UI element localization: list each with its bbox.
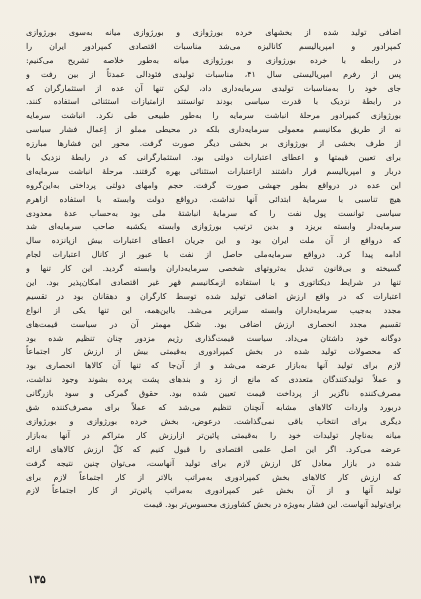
text-line: عرضه می‌کرد. اگر این اصل علمی اقتصادی را قبول کنیم که کلّ ارزش کالاهای ارائه xyxy=(26,444,401,454)
text-line: و عملاً تولیدکنندگان متعددی که مانع از زد و بندهای پشت پرده بشوند وجود نداشت، xyxy=(26,375,401,385)
text-line: دیگری برای انتخاب باقی نمی‌گذاشت. درعوض، بخش خرده بورژوازی و بورژوازی xyxy=(26,416,401,426)
text-line: اضافی تولید شده از بخشهای خرده بورژوازی و بورژوازی میانه به‌سوی بورژوازی xyxy=(26,28,401,37)
text-line: کمپرادور و امپریالیسم کانالیزه می‌شد مناسبات اقتصادی کمپرادور ایران را xyxy=(26,41,401,51)
text-line: دربورد واردات کالاهای مشابه آنچنان تنظیم می‌شد که عملاً برای مصرف‌کننده شق xyxy=(26,403,401,413)
text-line: تولید آنها و از آن بخش غیر کمپرادوری به‌مراتب پائین‌تر از کار اجتماعاً لازم xyxy=(26,486,401,496)
text-line: در رابطه با خرده بورژوازی و بورژوازی میانه به‌طور خلاصه تشریح می‌کنیم: xyxy=(26,55,401,65)
text-line: ادامه پیدا کرد. درواقع سرمایه‌ملی حاصل از نفت با عبور از کانال اعتبارات لجام xyxy=(26,250,401,260)
text-line: جای خود را به‌مناسبات تولیدی سرمایه‌داری داد، لیکن تنها آن عده از استثمارگران که xyxy=(26,83,401,93)
text-line: که ارزش کار کالاهای بخش کمپرادوری به‌مراتب بالاتر از کار اجتماعاً لازم برای xyxy=(26,472,401,482)
text-line: برای تعیین قیمتها و اعطای اعتبارات دولتی بود. استثمارگرانی که در رابطهٔ نزدیک با xyxy=(26,153,401,163)
page-number: ۱۳۵ xyxy=(28,573,46,586)
text-line: گسیخته و بی‌قانون تبدیل به‌ثروتهای شخصی سرمایه‌داران وابسته گردید. این کار تنها و xyxy=(26,264,401,274)
text-line: در رابطهٔ نزدیک با قدرت سیاسی بودند توانستند ازامتیازات استثنائی استفاده کنند. xyxy=(26,97,401,107)
text-line: که محصولات تولید شده در بخش کمپرادوری به‌قیمتی بیش از ارزش کار اجتماعاً xyxy=(26,347,401,357)
text-line: از طرف بخشی از بورژوازی بر بخشی دیگر صورت گرفت. محور این فشارها مبارزه xyxy=(26,139,401,149)
text-line: برای‌تولید آنهاست. این فشار به‌ویژه در بخش کشاورزی محسوس‌تر بود. قیمت xyxy=(143,500,401,510)
text-line: سرمایه‌دار وابسته بریزد و بدین ترتیب بورژوازی وابسته یکشبه صاحب سرمایه‌ای شد xyxy=(26,222,401,232)
text-line: نه از طریق مکانیسم معمولی سرمایه‌داری بلکه در محیطی مملو از اِعمال فشار سیاسی xyxy=(26,125,401,135)
text-line: مصرف‌کننده ناگزیر از پرداخت قیمت تعیین شده بود. حقوق گمرکی و سود بازرگانی xyxy=(26,389,401,399)
text-line: تنها در شرایط دیکتاتوری و با استفاده ازمکانیسم قهر غیر اقتصادی امکان‌پذیر بود. این xyxy=(26,278,401,288)
text-line: دوگانه خود داشتان می‌داد. سیاست قیمت‌گذاری رژیم مزدور چنان تنظیم شده بود xyxy=(26,333,401,343)
text-line: مجدد به‌جیب سرمایه‌داران وابسته سرازیر می‌شد. بااین‌همه، این تنها یکی از انواع xyxy=(26,305,401,315)
body-text xyxy=(26,26,401,512)
text-line: این عده در درواقع بطور جهشی صورت گرفت. حجم وامهای دولتی پرداختی به‌این‌گروه xyxy=(26,180,401,190)
text-line: اعتبارات که در واقع ارزش اضافی تولید شده توسط کارگران و دهقانان بود در تقسیم xyxy=(26,291,401,301)
text-line: دربار و امپریالیسم قرار داشتند ازاعتبارات استثنائی بهره گرفتند. مرحلهٔ انباشت سرمایه‌ای xyxy=(26,166,401,176)
text-line: پس از رفرم امپریالیستی سال ۴۱، مناسبات تولیدی فئودالی عمدتاً از بین رفت و xyxy=(26,69,401,79)
text-line: لازم برای تولید آنها به‌بازار عرضه می‌شد و از آن‌جا که تنها آن کالاها انحصاری بود xyxy=(26,361,401,371)
text-line: هیچ تناسبی با سرمایهٔ ابتدائی آنها نداشت. درواقع دولت وابسته با استفاده ازاهرم xyxy=(26,194,401,204)
text-line: بورژوازی کمپرادور مرحلهٔ انباشت سرمایه را به‌طور طبیعی طی نکرد. انباشت سرمایه xyxy=(26,111,401,121)
text-line: تقسیم مجدد انحصاری ارزش اضافی بود. شکل مهمتر آن در سیاست قیمت‌های xyxy=(26,319,401,329)
text-line: شده در بازار معادل کل ارزش لازم برای تولید آنهاست، می‌توان چنین نتیجه گرفت xyxy=(26,458,401,468)
text-line: سیاسی توانست پول نفت را که سرمایهٔ انباشتهٔ ملی بود به‌حساب عدهٔ معدودی xyxy=(26,208,401,218)
text-line: میانه به‌ناچار تولیدات خود را به‌قیمتی پائین‌تر ازارزش کار متراکم در آنها به‌بازار xyxy=(26,430,401,440)
text-line: که درواقع از آن ملت ایران بود و این جریان اعطای اعتبارات بیش ازپانزده سال xyxy=(26,236,401,246)
